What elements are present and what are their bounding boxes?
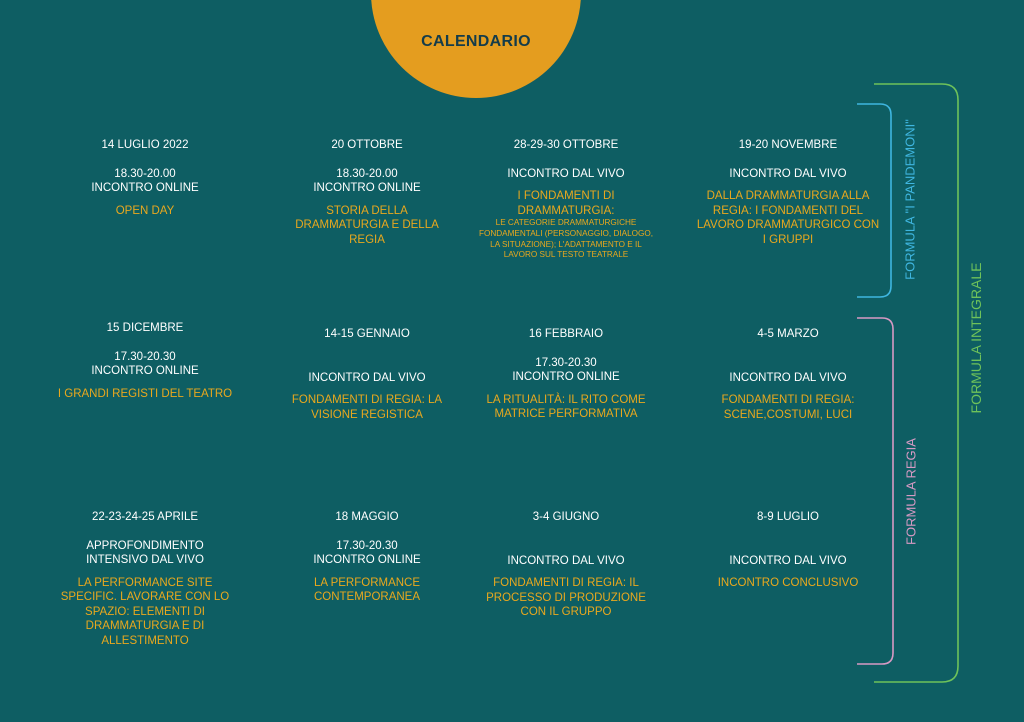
event-time: 17.30-20.30 [535, 356, 597, 369]
event-title: DALLA DRAMMATURGIA ALLA REGIA: I FONDAMENTI DEL LAVORO DRAMMATURGICO CON I GRUPPI [696, 190, 880, 246]
event-mode: INCONTRO DAL VIVO [507, 554, 625, 567]
event-time: 17.30-20.30 [336, 539, 398, 552]
event-mode: INCONTRO DAL VIVO [729, 371, 847, 384]
event-date: 28-29-30 OTTOBRE [513, 139, 619, 151]
event-mode: INCONTRO ONLINE [91, 365, 199, 377]
event-title: STORIA DELLA DRAMMATURGIA E DELLA REGIA [295, 204, 439, 246]
event-title: FONDAMENTI DI REGIA: IL PROCESSO DI PRODUZIONE CON IL GRUPPO [486, 577, 646, 618]
formula-pandemoni-label: FORMULA "I PANDEMONI" [902, 119, 918, 280]
event-mode: APPROFONDIMENTO INTENSIVO DAL VIVO [86, 539, 204, 566]
event-time: 17.30-20.30 [114, 350, 176, 363]
event-mode: INCONTRO DAL VIVO [729, 554, 847, 567]
event-date: 8-9 LUGLIO [757, 511, 819, 523]
regia-bracket [857, 318, 893, 664]
event-mode: INCONTRO DAL VIVO [308, 371, 426, 384]
event-mode: INCONTRO DAL VIVO [507, 167, 625, 180]
event-date: 3-4 GIUGNO [532, 511, 600, 523]
page-title: CALENDARIO [421, 33, 531, 50]
event-time: 18.30-20.00 [336, 167, 398, 180]
event-time: 18.30-20.00 [114, 167, 176, 180]
event-title: LA PERFORMANCE SITE SPECIFIC. LAVORARE CON LO SPAZIO: ELEMENTI DI DRAMMATURGIA E DI ALLESTIMENTO [60, 576, 230, 647]
event-title: OPEN DAY [115, 204, 175, 217]
event-mode: INCONTRO DAL VIVO [729, 167, 847, 180]
event-title: I GRANDI REGISTI DEL TEATRO [57, 387, 233, 400]
event-date: 16 FEBBRAIO [528, 328, 604, 340]
formula-integrale-label: FORMULA INTEGRALE [968, 262, 984, 414]
event-title: LA PERFORMANCE CONTEMPORANEA [313, 576, 421, 603]
event-mode: INCONTRO ONLINE [91, 182, 199, 194]
event-date: 15 DICEMBRE [106, 322, 184, 334]
event-date: 14-15 GENNAIO [324, 328, 410, 340]
event-date: 19-20 NOVEMBRE [738, 139, 838, 151]
event-date: 22-23-24-25 APRILE [91, 511, 199, 523]
event-mode: INCONTRO ONLINE [313, 182, 421, 194]
pandemoni-bracket [857, 104, 891, 297]
event-date: 18 MAGGIO [335, 511, 399, 523]
event-title: INCONTRO CONCLUSIVO [717, 577, 859, 589]
event-subtitle: LE CATEGORIE DRAMMATURGICHE FONDAMENTALI (PERSONAGGIO, DIALOGO, LA SITUAZIONE); L'ADATTAMENTO E IL LAVORO SUL TESTO TEATRALE [478, 218, 654, 260]
event-title: FONDAMENTI DI REGIA: SCENE,COSTUMI, LUCI [721, 394, 855, 421]
event-title: FONDAMENTI DI REGIA: LA VISIONE REGISTICA [291, 394, 443, 421]
event-title: LA RITUALITÀ: IL RITO COME MATRICE PERFORMATIVA [486, 393, 646, 420]
formula-regia-label: FORMULA REGIA [903, 438, 919, 545]
event-mode: INCONTRO ONLINE [512, 371, 620, 383]
event-title: I FONDAMENTI DI DRAMMATURGIA: [517, 190, 615, 217]
event-date: 4-5 MARZO [757, 328, 819, 340]
event-date: 20 OTTOBRE [331, 139, 403, 151]
event-mode: INCONTRO ONLINE [313, 554, 421, 566]
event-date: 14 LUGLIO 2022 [101, 139, 189, 151]
